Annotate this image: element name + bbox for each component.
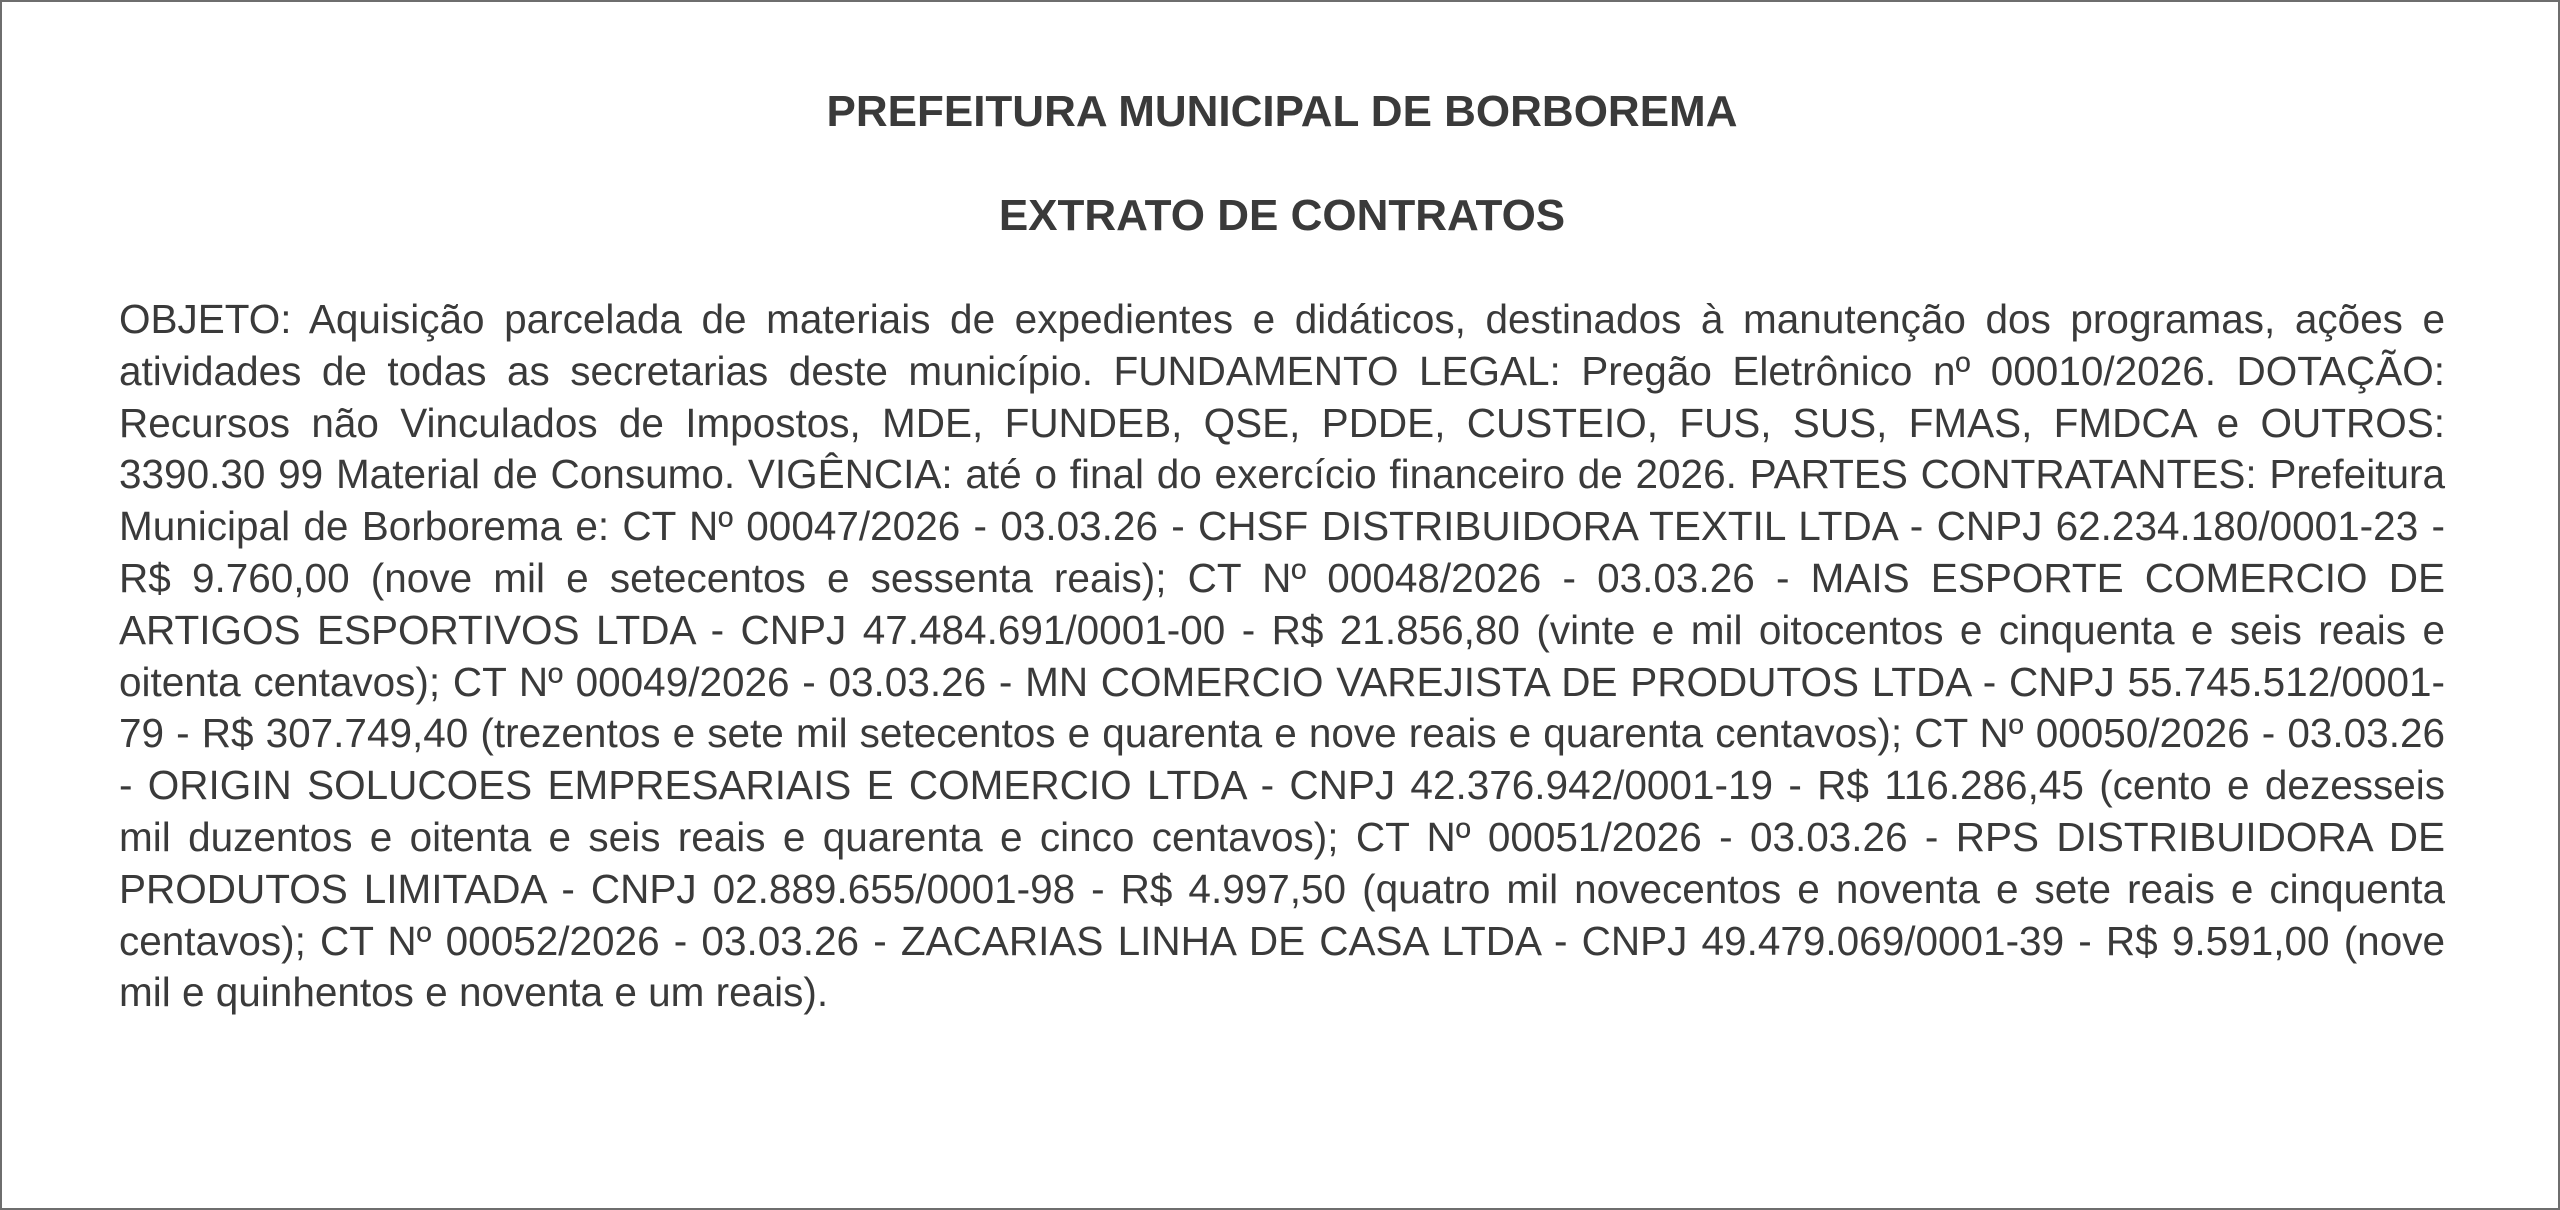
contract-extract-body: OBJETO: Aquisição parcelada de materiais de expedientes e didáticos, destinados à manutenção dos programas, ações e atividades de todas as secretarias deste município. FUNDAMENTO LEGAL: Pregão Eletrônico nº 00010/2026. DOTAÇÃO: Recursos não Vinculados de Impostos, MDE, FUNDEB, QSE, PDDE, CUSTEIO, FUS, SUS, FMAS, FMDCA e OUTROS: 3390.30 99 Material de Consumo. VIGÊNCIA: até o final do exercício financeiro de 2026. PARTES CONTRATANTES: Prefeitura Municipal de Borborema e: CT Nº 00047/2026 - 03.03.26 - CHSF DISTRIBUIDORA TEXTIL LTDA - CNPJ 62.234.180/0001-23 - R$ 9.760,00 (nove mil e setecentos e sessenta reais); CT Nº 00048/2026 - 03.03.26 - MAIS ESPORTE COMERCIO DE ARTIGOS ESPORTIVOS LTDA - CNPJ 47.484.691/0001-00 - R$ 21.856,80 (vinte e mil oitocentos e cinquenta e seis reais e oitenta centavos); CT Nº 00049/2026 - 03.03.26 - MN COMERCIO VAREJISTA DE PRODUTOS LTDA - CNPJ 55.745.512/0001-79 - R$ 307.749,40 (trezentos e sete mil setecentos e quarenta e nove reais e quarenta centavos); CT Nº 00050/2026 - 03.03.26 - ORIGIN SOLUCOES EMPRESARIAIS E COMERCIO LTDA - CNPJ 42.376.942/0001-19 - R$ 116.286,45 (cento e dezesseis mil duzentos e oitenta e seis reais e quarenta e cinco centavos); CT Nº 00051/2026 - 03.03.26 - RPS DISTRIBUIDORA DE PRODUTOS LIMITADA - CNPJ 02.889.655/0001-98 - R$ 4.997,50 (quatro mil novecentos e noventa e sete reais e cinquenta centavos); CT Nº 00052/2026 - 03.03.26 - ZACARIAS LINHA DE CASA LTDA - CNPJ 49.479.069/0001-39 - R$ 9.591,00 (nove mil e quinhentos e noventa e um reais). (119, 296, 2445, 1016)
organization-heading: PREFEITURA MUNICIPAL DE BORBOREMA (826, 87, 1738, 136)
document-title: EXTRATO DE CONTRATOS (998, 191, 1566, 240)
